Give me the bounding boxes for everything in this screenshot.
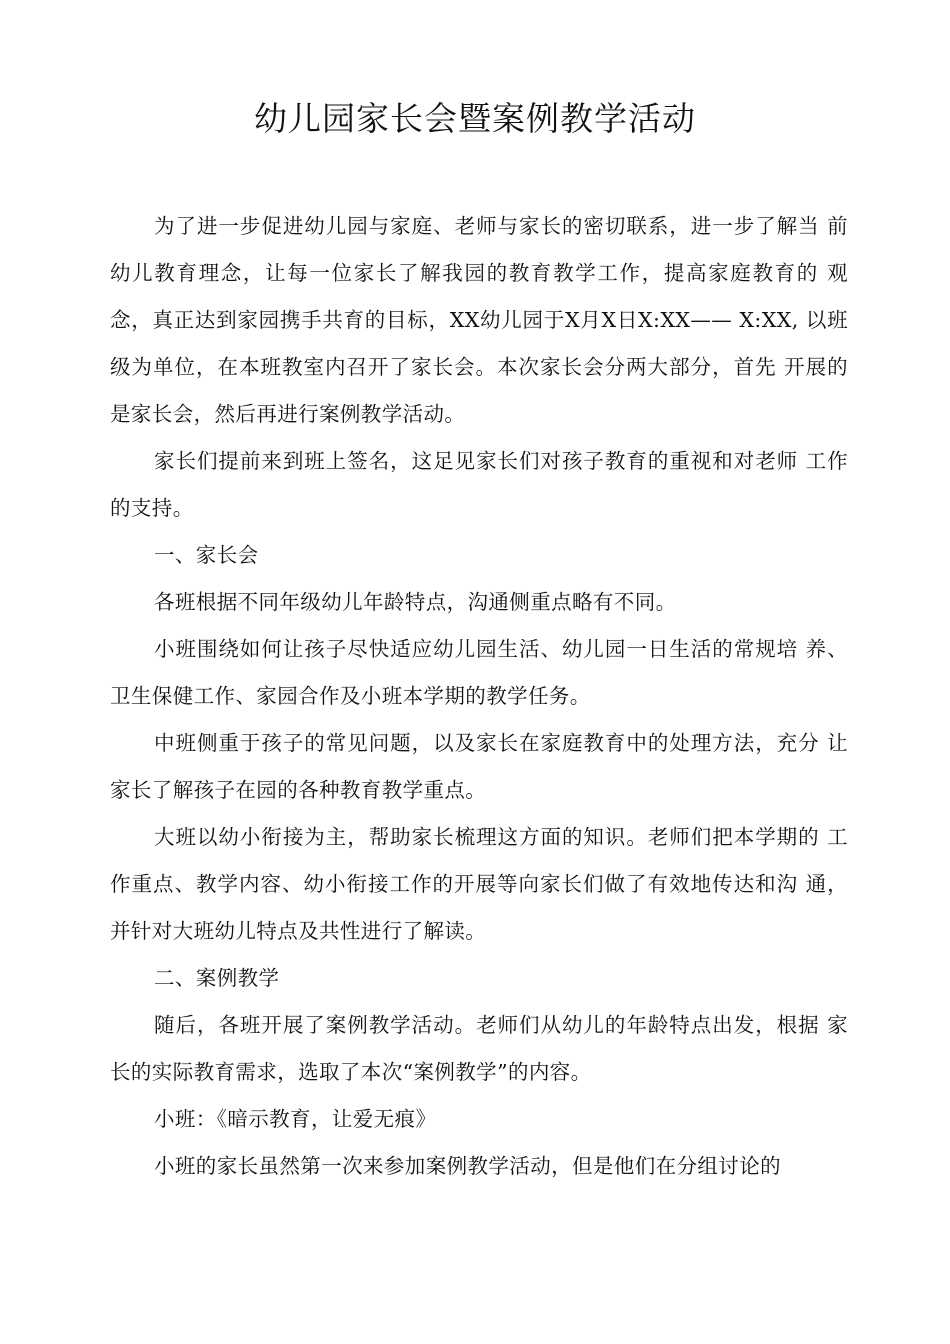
paragraph-small-class-topic: 小班：《暗示教育，让爱无痕》 xyxy=(154,1107,437,1131)
paragraph-sign-in: 家长们提前来到班上签名，这足见家长们对孩子教育的重视和对老师 工作的支持。 xyxy=(110,449,848,520)
paragraph-large-class: 大班以幼小衔接为主，帮助家长梳理这方面的知识。老师们把本学期的 工作重点、教学内容、幼小衔接工作的开展等向家长们做了有效地传达和沟 通，并针对大班幼儿特点及共性进行了解读。 xyxy=(110,825,848,943)
document-title: 幼儿园家长会暨案例教学活动 xyxy=(254,99,696,138)
paragraph-class-focus: 各班根据不同年级幼儿年龄特点，沟通侧重点略有不同。 xyxy=(154,590,677,614)
paragraph-intro: 为了进一步促进幼儿园与家庭、老师与家长的密切联系，进一步了解当 前幼儿教育理念，让每一位家长了解我园的教育教学工作，提高家庭教育的 观念，真正达到家园携手共育的目标，XX幼儿园于X月X日X:XX—— X:XX, 以班级为单位，在本班教室内召开了家长会。本次家长会分两大部分，首先 开展的是家长会，然后再进行案例教学活动。 xyxy=(110,214,848,426)
section-heading-parent-meeting: 一、家长会 xyxy=(154,543,259,567)
paragraph-small-class: 小班围绕如何让孩子尽快适应幼儿园生活、幼儿园一日生活的常规培 养、卫生保健工作、家园合作及小班本学期的教学任务。 xyxy=(110,637,848,708)
document-body xyxy=(110,203,848,1190)
paragraph-middle-class: 中班侧重于孩子的常见问题，以及家长在家庭教育中的处理方法，充分 让家长了解孩子在园的各种教育教学重点。 xyxy=(110,731,848,802)
section-heading-case-teaching: 二、案例教学 xyxy=(154,966,280,990)
paragraph-small-class-parents: 小班的家长虽然第一次来参加案例教学活动，但是他们在分组讨论的 xyxy=(154,1154,781,1178)
paragraph-case-teaching: 随后，各班开展了案例教学活动。老师们从幼儿的年龄特点出发，根据 家长的实际教育需求，选取了本次“案例教学”的内容。 xyxy=(110,1013,848,1084)
